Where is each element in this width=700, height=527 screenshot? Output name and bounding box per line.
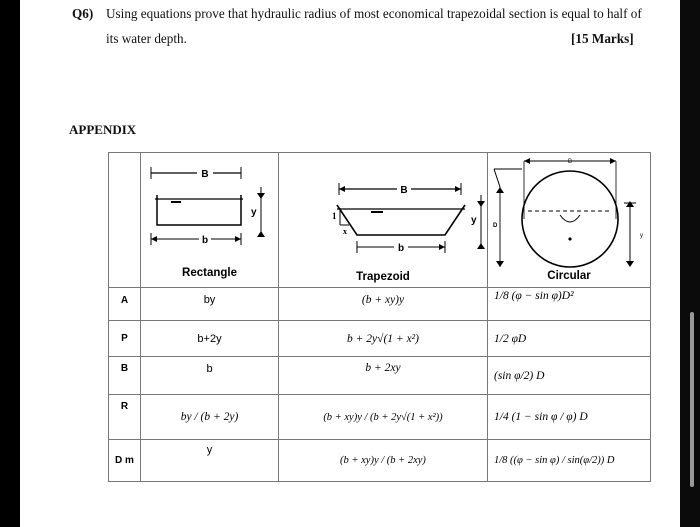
circular-header-cell	[488, 153, 651, 288]
cell-trap-P: b + 2y√(1 + x²)	[279, 321, 488, 357]
scrollbar-thumb[interactable]	[690, 312, 694, 487]
table-row	[109, 288, 651, 321]
appendix-table	[108, 152, 651, 482]
cell-circ-R: 1/4 (1 − sin φ / φ) D	[488, 395, 651, 440]
label-B: B	[201, 169, 209, 180]
label-b: b	[201, 235, 209, 246]
trapezoid-diagram	[279, 153, 487, 265]
trapezoid-header-cell	[279, 153, 488, 288]
cell-trap-R: (b + xy)y / (b + 2y√(1 + x²))	[279, 395, 488, 440]
rectangle-title: Rectangle	[182, 267, 237, 279]
label-y: y	[251, 207, 257, 218]
question-text-line2: its water depth.	[106, 31, 187, 46]
cell-rect-R: by / (b + 2y)	[141, 395, 279, 440]
cell-circ-B: (sin φ/2) D	[488, 357, 651, 395]
circular-diagram	[488, 153, 650, 271]
appendix-heading: APPENDIX	[69, 122, 137, 137]
cell-rect-B: b	[141, 357, 279, 395]
cell-rect-P: b+2y	[141, 321, 279, 357]
trap-label-b: b	[397, 243, 405, 254]
question-marks: [15 Marks]	[571, 31, 634, 46]
circ-label-y: y	[640, 233, 643, 239]
label-1: 1	[332, 211, 337, 221]
label-x: x	[343, 227, 347, 236]
cell-trap-Dm: (b + xy)y / (b + 2xy)	[279, 440, 488, 482]
cell-rect-A: by	[141, 288, 279, 321]
table-row	[109, 395, 651, 440]
question-text-line1: Using equations prove that hydraulic radius of most economical trapezoidal section is equal to half of	[106, 6, 642, 21]
circular-title: Circular	[547, 270, 591, 282]
trap-label-B: B	[400, 185, 408, 196]
table-row	[109, 357, 651, 395]
trap-label-y: y	[471, 215, 477, 226]
cell-trap-B: b + 2xy	[279, 357, 488, 395]
row-label-R: R	[109, 395, 141, 440]
row-label-P: P	[109, 321, 141, 357]
row-label-B: B	[109, 357, 141, 395]
cell-circ-A: 1/8 (φ − sin φ)D²	[488, 288, 651, 321]
cell-circ-Dm: 1/8 ((φ − sin φ) / sin(φ/2)) D	[488, 440, 651, 482]
rectangle-header-cell	[141, 153, 279, 288]
question-number: Q6)	[72, 6, 94, 21]
cell-trap-A: (b + xy)y	[279, 288, 488, 321]
cell-rect-Dm: y	[141, 440, 279, 482]
rectangle-diagram	[141, 153, 278, 273]
row-label-A: A	[109, 288, 141, 321]
circ-label-B: B	[567, 159, 573, 165]
table-row	[109, 440, 651, 482]
cell-circ-P: 1/2 φD	[488, 321, 651, 357]
label-D: D	[493, 223, 498, 229]
table-row	[109, 321, 651, 357]
row-label-Dm: D m	[109, 440, 141, 482]
trapezoid-title: Trapezoid	[356, 271, 410, 283]
